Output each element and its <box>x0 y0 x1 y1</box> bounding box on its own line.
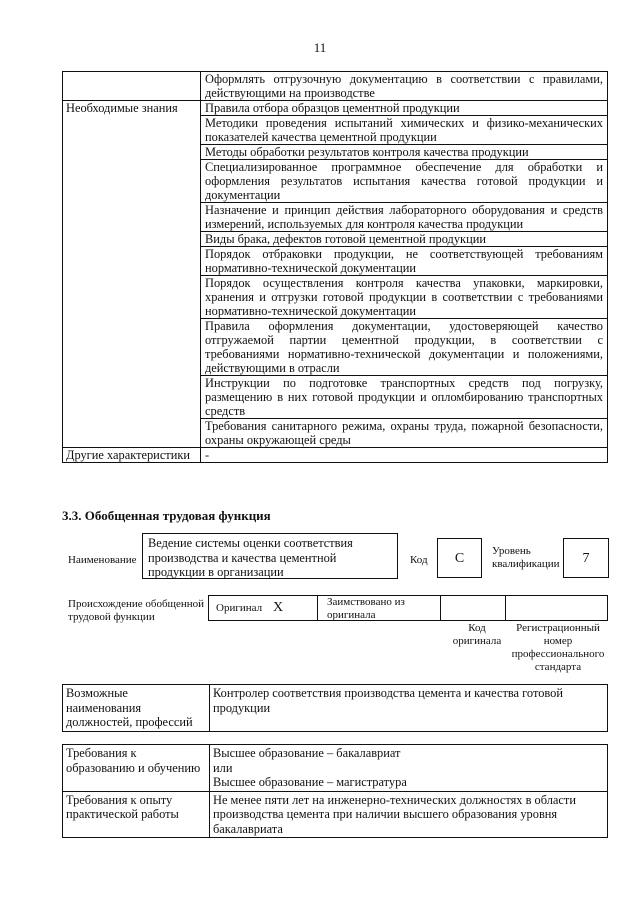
row-text: Требования санитарного режима, охраны труда, пожарной безопасности, охраны окружающей среды <box>201 419 608 448</box>
divider <box>440 595 441 621</box>
requirement-label: Требования к образованию и обучению <box>63 745 210 792</box>
origin-label: Происхождение обобщенной трудовой функции <box>68 598 205 623</box>
row-label: Другие характеристики <box>63 448 201 463</box>
code-caption: Код оригинала <box>452 622 502 647</box>
row-text: Правила оформления документации, удостоверяющей качество отгружаемой партии цементной продукции, в соответствии с требованиями нормативно-технической документации и положениями, действующими в отрасли <box>201 319 608 376</box>
positions-value: Контролер соответствия производства цемента и качества готовой продукции <box>210 685 608 732</box>
borrowed-label: Заимствовано из оригинала <box>327 596 405 621</box>
row-text: Методы обработки результатов контроля качества продукции <box>201 145 608 160</box>
row-label <box>63 72 201 101</box>
function-name: Ведение системы оценки соответствия производства и качества цементной продукции в организации <box>142 533 398 579</box>
page-number: 11 <box>313 40 327 55</box>
code-value: C <box>437 538 482 578</box>
row-text: Порядок отбраковки продукции, не соответствующей требованиям нормативно-технической документации <box>201 247 608 276</box>
original-mark: X <box>273 600 284 615</box>
row-text: Инструкции по подготовке транспортных средств под погрузку, размещению в них готовой продукции и опломбированию транспортных средств <box>201 376 608 419</box>
row-text: Правила отбора образцов цементной продукции <box>201 101 608 116</box>
row-text: Оформлять отгрузочную документацию в соответствии с правилами, действующими на производстве <box>201 72 608 101</box>
requirement-line: Высшее образование – бакалавриат <box>213 746 401 760</box>
original-label: Оригинал <box>216 602 263 614</box>
row-text: Методики проведения испытаний химических и физико-механических показателей качества цементной продукции <box>201 116 608 145</box>
table-row <box>63 448 608 463</box>
level-label: Уровень квалификации <box>492 545 560 570</box>
requirement-label: Требования к опыту практической работы <box>63 791 210 838</box>
section-title: 3.3. Обобщенная трудовая функция <box>62 508 271 523</box>
row-label: Необходимые знания <box>63 101 201 448</box>
row-text: Назначение и принцип действия лабораторного оборудования и средств измерений, используемых для контроля качества продукции <box>201 203 608 232</box>
requirement-value <box>210 745 608 792</box>
divider <box>505 595 506 621</box>
row-text: - <box>201 448 608 463</box>
level-value: 7 <box>563 538 609 578</box>
requirements-table <box>62 744 608 838</box>
divider <box>317 595 318 621</box>
row-text: Виды брака, дефектов готовой цементной продукции <box>201 232 608 247</box>
table-row <box>63 101 608 116</box>
reg-caption: Регистрационный номер профессионального стандарта <box>511 622 605 673</box>
requirement-line: или <box>213 760 233 775</box>
row-text: Специализированное программное обеспечение для обработки и оформления результатов испытания качества готовой продукции и документации <box>201 160 608 203</box>
row-text: Порядок осуществления контроля качества упаковки, маркировки, хранения и отгрузки готовой продукции в соответствии с требованиями нормативно-технической документации <box>201 276 608 319</box>
requirement-line: Не менее пяти лет на инженерно-технических должностях в области производства цемента при наличии высшего образования уровня бакалавриата <box>213 792 576 836</box>
table-row <box>63 745 608 792</box>
requirement-line: Высшее образование – магистратура <box>213 775 407 789</box>
positions-table <box>62 684 608 732</box>
name-label: Наименование <box>68 554 137 566</box>
requirement-value <box>210 791 608 838</box>
table-row <box>63 791 608 838</box>
code-label: Код <box>410 554 428 566</box>
table-row <box>63 72 608 101</box>
positions-label: Возможные наименования должностей, профессий <box>63 685 210 732</box>
knowledge-table <box>62 71 608 463</box>
